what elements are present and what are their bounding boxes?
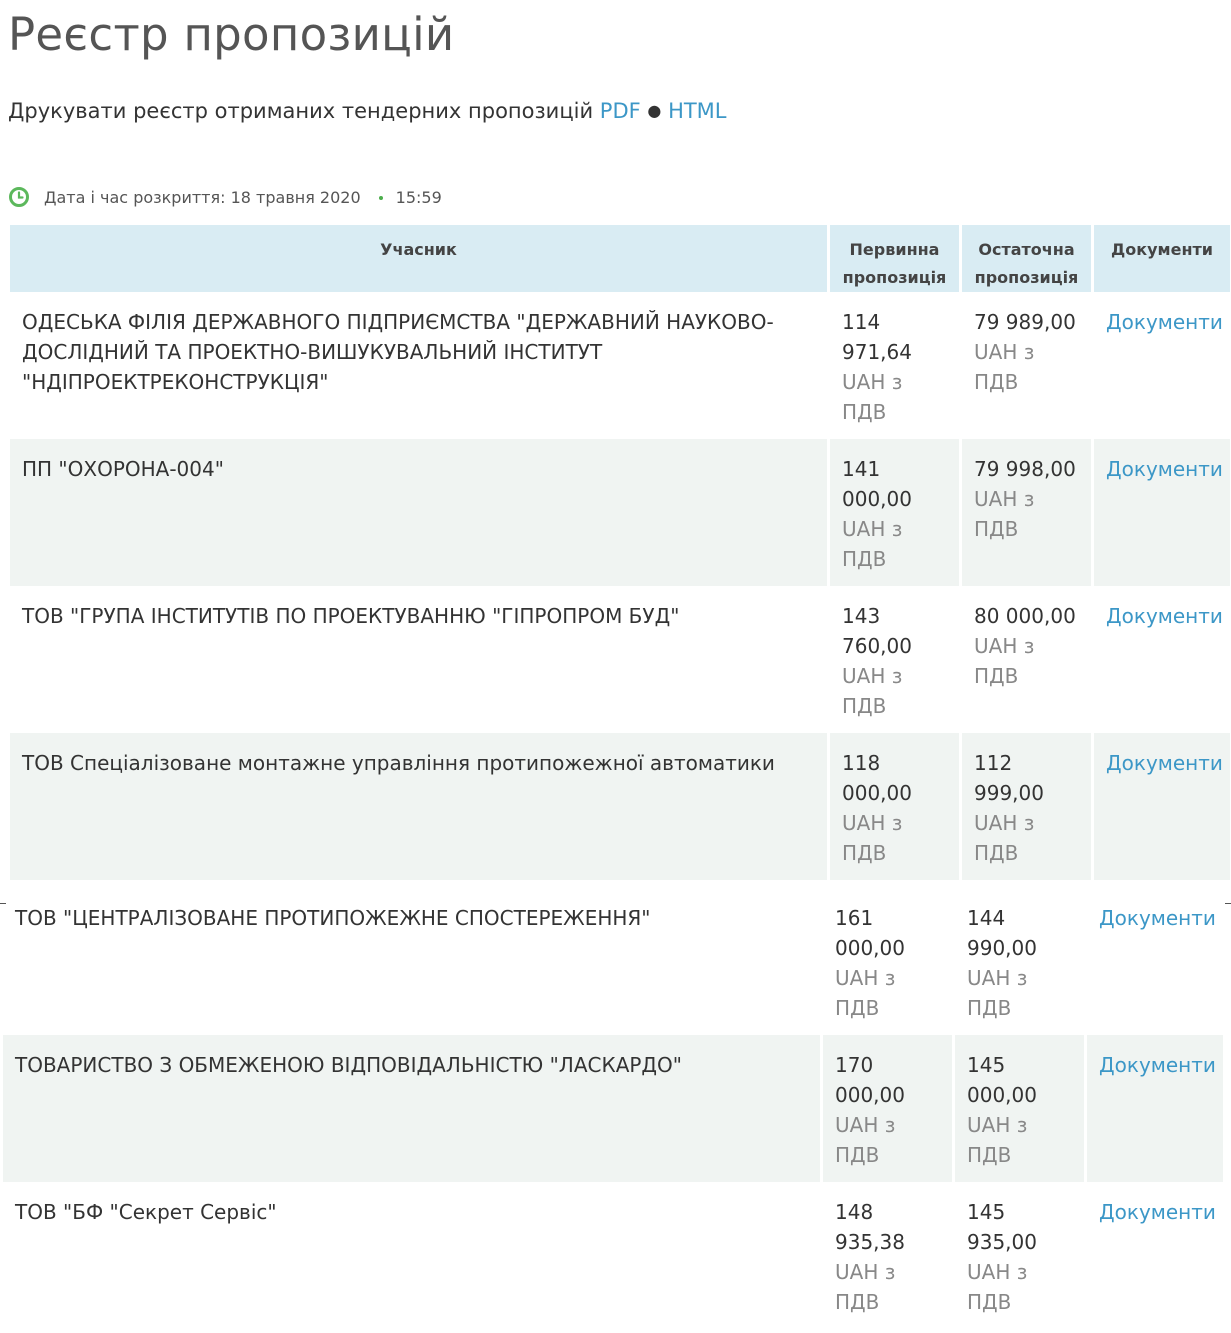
page-title: Реєстр пропозицій	[8, 8, 455, 61]
documents-cell	[1094, 733, 1230, 880]
documents-link[interactable]: Документи	[1099, 1200, 1216, 1224]
documents-cell	[1087, 1035, 1223, 1182]
participant-name: ТОВ Спеціалізоване монтажне управління протипожежної автоматики	[10, 733, 827, 880]
final-amount: 79 998,00	[974, 457, 1076, 481]
documents-cell	[1087, 888, 1223, 1035]
documents-link[interactable]: Документи	[1099, 906, 1216, 930]
table-row	[3, 1182, 1223, 1329]
bids-table-continued	[0, 888, 1226, 1329]
final-amount: 144 990,00	[967, 906, 1037, 960]
currency-label: UAH з ПДВ	[967, 1260, 1028, 1314]
initial-offer	[830, 292, 959, 439]
header-participant: Учасник	[10, 225, 827, 292]
currency-label: UAH з ПДВ	[974, 811, 1035, 865]
documents-cell	[1087, 1182, 1223, 1329]
print-register-line	[8, 96, 727, 128]
final-offer	[955, 1035, 1084, 1182]
documents-link[interactable]: Документи	[1106, 457, 1223, 481]
initial-amount: 141 000,00	[842, 457, 912, 511]
currency-label: UAH з ПДВ	[835, 966, 896, 1020]
print-html-link[interactable]: HTML	[668, 99, 727, 123]
final-amount: 145 000,00	[967, 1053, 1037, 1107]
opening-datetime	[8, 184, 442, 210]
documents-link[interactable]: Документи	[1106, 751, 1223, 775]
separator-dot	[379, 196, 383, 200]
initial-offer	[830, 586, 959, 733]
print-pdf-link[interactable]: PDF	[599, 99, 641, 123]
table-row	[10, 586, 1230, 733]
participant-name: ПП "ОХОРОНА-004"	[10, 439, 827, 586]
currency-label: UAH з ПДВ	[842, 370, 903, 424]
currency-label: UAH з ПДВ	[974, 487, 1035, 541]
initial-offer	[823, 1035, 952, 1182]
documents-link[interactable]: Документи	[1106, 310, 1223, 334]
final-offer	[962, 292, 1091, 439]
documents-link[interactable]: Документи	[1099, 1053, 1216, 1077]
participant-name: ОДЕСЬКА ФІЛІЯ ДЕРЖАВНОГО ПІДПРИЄМСТВА "ДЕРЖАВНИЙ НАУКОВО-ДОСЛІДНИЙ ТА ПРОЕКТНО-ВИШУКУВАЛЬНИЙ ІНСТИТУТ "НДІПРОЕКТРЕКОНСТРУКЦІЯ"	[22, 310, 774, 394]
initial-amount: 114 971,64	[842, 310, 912, 364]
currency-label: UAH з ПДВ	[967, 1113, 1028, 1167]
initial-offer	[830, 439, 959, 586]
initial-offer	[830, 733, 959, 880]
participant-name: ТОВ "ЦЕНТРАЛІЗОВАНЕ ПРОТИПОЖЕЖНЕ СПОСТЕРЕЖЕННЯ"	[15, 906, 651, 930]
currency-label: UAH з ПДВ	[974, 634, 1035, 688]
documents-cell	[1094, 292, 1230, 439]
documents-cell	[1094, 586, 1230, 733]
initial-amount: 170 000,00	[835, 1053, 905, 1107]
table-row	[3, 1035, 1223, 1182]
currency-label: UAH з ПДВ	[835, 1113, 896, 1167]
final-offer	[955, 888, 1084, 1035]
currency-label: UAH з ПДВ	[974, 340, 1035, 394]
table-row	[10, 292, 1230, 439]
table-header-row	[10, 225, 1230, 292]
participant-name: ТОВ "БФ "Секрет Сервіс"	[15, 1200, 277, 1224]
table-row	[3, 888, 1223, 1035]
currency-label: UAH з ПДВ	[835, 1260, 896, 1314]
table-row	[10, 439, 1230, 586]
header-documents: Документи	[1094, 225, 1230, 292]
final-amount: 145 935,00	[967, 1200, 1037, 1254]
initial-amount: 161 000,00	[835, 906, 905, 960]
clock-icon	[8, 186, 30, 208]
participant-name: ТОВ "ГРУПА ІНСТИТУТІВ ПО ПРОЕКТУВАННЮ "ГІПРОПРОМ БУД"	[22, 604, 680, 628]
final-amount: 80 000,00	[974, 604, 1076, 628]
opening-date-label: Дата і час розкриття: 18 травня 2020	[44, 187, 361, 207]
currency-label: UAH з ПДВ	[842, 517, 903, 571]
link-separator: ●	[647, 101, 662, 120]
documents-link[interactable]: Документи	[1106, 604, 1223, 628]
participant-name: ТОВАРИСТВО З ОБМЕЖЕНОЮ ВІДПОВІДАЛЬНІСТЮ "ЛАСКАРДО"	[3, 1035, 820, 1182]
opening-time: 15:59	[395, 187, 442, 207]
final-amount: 112 999,00	[974, 751, 1044, 805]
currency-label: UAH з ПДВ	[967, 966, 1028, 1020]
final-amount: 79 989,00	[974, 310, 1076, 334]
table-row	[10, 733, 1230, 880]
final-offer	[962, 439, 1091, 586]
documents-cell	[1094, 439, 1230, 586]
initial-amount: 143 760,00	[842, 604, 912, 658]
print-register-label: Друкувати реєстр отриманих тендерних пропозицій	[8, 99, 594, 123]
initial-offer	[823, 1182, 952, 1329]
currency-label: UAH з ПДВ	[842, 664, 903, 718]
initial-amount: 148 935,38	[835, 1200, 905, 1254]
final-offer	[962, 586, 1091, 733]
currency-label: UAH з ПДВ	[842, 811, 903, 865]
initial-offer	[823, 888, 952, 1035]
header-initial-offer: Первинна пропозиція	[830, 225, 959, 292]
header-final-offer: Остаточна пропозиція	[962, 225, 1091, 292]
initial-amount: 118 000,00	[842, 751, 912, 805]
final-offer	[955, 1182, 1084, 1329]
bids-table	[7, 225, 1231, 880]
final-offer	[962, 733, 1091, 880]
